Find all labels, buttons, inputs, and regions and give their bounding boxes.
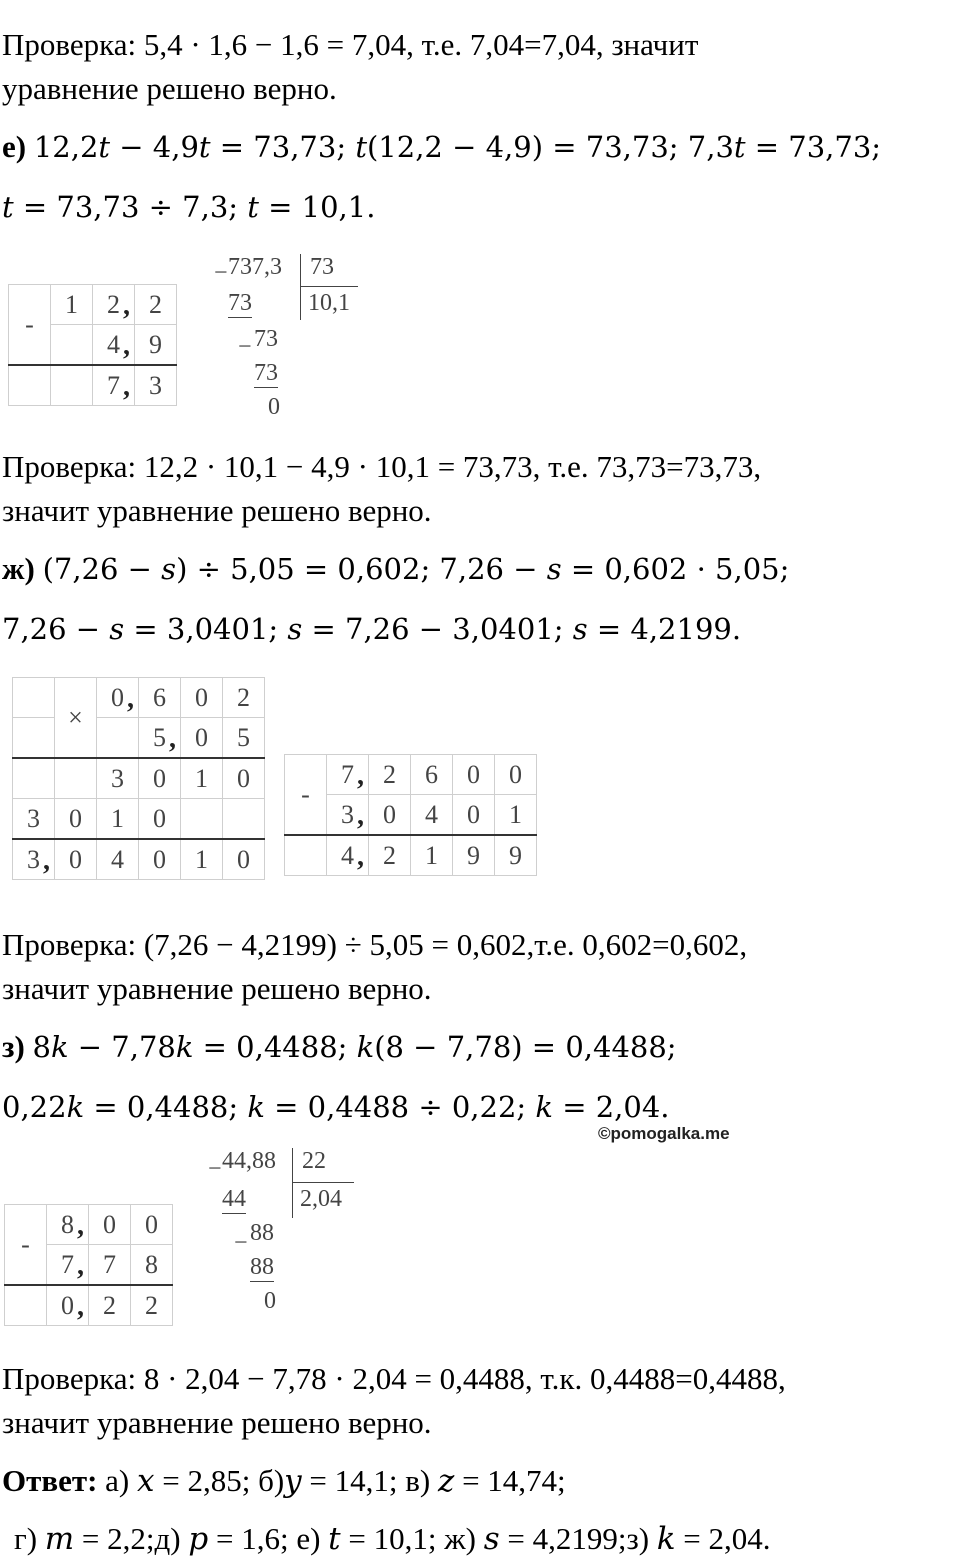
subtrahend: 88 xyxy=(250,1254,274,1280)
grid-cell: 2 xyxy=(131,1285,173,1326)
grid-cell: 0 xyxy=(223,839,265,880)
watermark: ©pomogalka.me xyxy=(598,1124,730,1143)
subtrahend: 73 xyxy=(254,360,278,386)
check-line-zh-2: значит уравнение решено верно. xyxy=(2,971,432,1006)
grid-cell: 0 xyxy=(453,755,495,795)
equation-z-1 xyxy=(2,1028,677,1066)
grid-cell: 1 xyxy=(51,285,93,325)
grid-cell: 2 xyxy=(369,835,411,876)
equation-zh-1-text: (7,26 − 𝑠) ÷ 5,05 = 0,602; 7,26 − 𝑠 = 0,602 · 5,05; xyxy=(42,552,790,586)
equation-zh-1 xyxy=(2,550,789,588)
grid-cell: 0 xyxy=(223,758,265,799)
multiplication-grid-zh xyxy=(12,677,265,880)
grid-cell: 1 xyxy=(181,839,223,880)
equation-z-2: 0,22𝑘 = 0,4488; 𝑘 = 0,4488 ÷ 0,22; 𝑘 = 2,04. xyxy=(2,1090,670,1124)
grid-cell: 0 , xyxy=(47,1285,89,1326)
grid-cell: 3 , xyxy=(327,795,369,836)
grid-cell: 0 xyxy=(181,718,223,759)
check-line-z-2: значит уравнение решено верно. xyxy=(2,1405,432,1440)
grid-cell: 0 xyxy=(89,1205,131,1245)
grid-cell: 0 , xyxy=(97,678,139,718)
grid-cell: 2 , xyxy=(93,285,135,325)
grid-cell: 2 xyxy=(135,285,177,325)
divisor: 22 xyxy=(302,1148,326,1174)
grid-cell xyxy=(51,365,93,406)
quotient: 10,1 xyxy=(308,290,350,316)
equation-zh-2: 7,26 − 𝑠 = 3,0401; 𝑠 = 7,26 − 3,0401; 𝑠 = 4,2199. xyxy=(2,612,742,646)
sign-cell: - xyxy=(285,755,327,836)
check-line-d-2: уравнение решено верно. xyxy=(2,71,337,106)
grid-cell: 6 xyxy=(411,755,453,795)
grid-cell: 4 , xyxy=(327,835,369,876)
check-line-zh-1: Проверка: (7,26 − 4,2199) ÷ 5,05 = 0,602,т.е. 0,602=0,602, xyxy=(2,927,748,962)
long-division-e: − 737,3 73 10,1 73 − 73 73 0 xyxy=(212,254,372,424)
label-zh: ж) xyxy=(2,551,35,586)
grid-cell: 5 xyxy=(223,718,265,759)
label-e: е) xyxy=(2,129,27,164)
sign-cell: × xyxy=(55,678,97,759)
grid-cell: 8 , xyxy=(47,1205,89,1245)
check-line-d-1: Проверка: 5,4 · 1,6 − 1,6 = 7,04, т.е. 7,04=7,04, значит xyxy=(2,27,699,62)
subtrahend: 73 xyxy=(228,290,252,316)
subtraction-grid-z xyxy=(4,1204,173,1326)
grid-cell: 2 xyxy=(369,755,411,795)
sign-cell: - xyxy=(9,285,51,366)
subtraction-grid-e xyxy=(8,284,177,406)
grid-cell: 4 xyxy=(411,795,453,836)
grid-cell: 9 xyxy=(135,325,177,366)
subtraction-grid-zh xyxy=(284,754,537,876)
label-z: з) xyxy=(2,1029,25,1064)
grid-cell: 0 xyxy=(369,795,411,836)
grid-cell: 7 , xyxy=(93,365,135,406)
grid-cell: 0 xyxy=(55,799,97,840)
grid-cell: 0 xyxy=(453,795,495,836)
divisor: 73 xyxy=(310,254,334,280)
check-line-z-1: Проверка: 8 · 2,04 − 7,78 · 2,04 = 0,4488, т.к. 0,4488=0,4488, xyxy=(2,1361,786,1396)
grid-cell: 3 xyxy=(13,799,55,840)
grid-cell xyxy=(51,325,93,366)
dividend: 737,3 xyxy=(228,254,282,280)
final-remainder: 0 xyxy=(268,394,280,420)
equation-z-1-text: 8𝑘 − 7,78𝑘 = 0,4488; 𝑘(8 − 7,78) = 0,4488; xyxy=(32,1030,677,1064)
remainder: 73 xyxy=(254,326,278,352)
grid-cell: 0 xyxy=(139,799,181,840)
equation-e-1-text: 12,2𝑡 − 4,9𝑡 = 73,73; 𝑡(12,2 − 4,9) = 73,73; 7,3𝑡 = 73,73; xyxy=(33,130,882,164)
grid-cell: 6 xyxy=(139,678,181,718)
grid-cell: 2 xyxy=(223,678,265,718)
long-division-z: − 44,88 22 2,04 44 − 88 88 0 xyxy=(206,1148,366,1318)
grid-cell: 8 xyxy=(131,1245,173,1286)
answer-label: Ответ: xyxy=(2,1463,98,1498)
check-line-e-2: значит уравнение решено верно. xyxy=(2,493,432,528)
equation-e-1 xyxy=(2,128,881,166)
grid-cell: 3 xyxy=(97,758,139,799)
grid-cell: 1 xyxy=(495,795,537,836)
grid-cell: 5 , xyxy=(139,718,181,759)
grid-cell: 9 xyxy=(453,835,495,876)
sign-cell: - xyxy=(5,1205,47,1286)
grid-cell: 0 xyxy=(139,839,181,880)
grid-cell: 0 xyxy=(495,755,537,795)
quotient: 2,04 xyxy=(300,1186,342,1212)
answer-line-1-text: а) 𝑥 = 2,85; б)𝑦 = 14,1; в) 𝑧 = 14,74; xyxy=(97,1463,566,1498)
grid-cell: 1 xyxy=(97,799,139,840)
grid-cell: 7 , xyxy=(47,1245,89,1286)
grid-cell: 3 xyxy=(135,365,177,406)
grid-cell: 0 xyxy=(139,758,181,799)
final-remainder: 0 xyxy=(264,1288,276,1314)
grid-cell: 4 xyxy=(97,839,139,880)
grid-cell: 7 xyxy=(89,1245,131,1286)
grid-cell: 0 xyxy=(131,1205,173,1245)
check-line-e-1: Проверка: 12,2 · 10,1 − 4,9 · 10,1 = 73,73, т.е. 73,73=73,73, xyxy=(2,449,762,484)
answer-line-1 xyxy=(2,1462,566,1500)
grid-cell: 0 xyxy=(55,839,97,880)
equation-e-2: 𝑡 = 73,73 ÷ 7,3; 𝑡 = 10,1. xyxy=(2,190,376,224)
grid-cell: 1 xyxy=(411,835,453,876)
grid-cell: 9 xyxy=(495,835,537,876)
subtrahend: 44 xyxy=(222,1186,246,1212)
answer-line-2: г) 𝑚 = 2,2;д) 𝑝 = 1,6; е) 𝑡 = 10,1; ж) 𝑠 = 4,2199;з) 𝑘 = 2,04. xyxy=(14,1521,771,1556)
remainder: 88 xyxy=(250,1220,274,1246)
grid-cell: 0 xyxy=(181,678,223,718)
dividend: 44,88 xyxy=(222,1148,276,1174)
grid-cell: 7 , xyxy=(327,755,369,795)
grid-cell: 4 , xyxy=(93,325,135,366)
grid-cell: 2 xyxy=(89,1285,131,1326)
grid-cell: 1 xyxy=(181,758,223,799)
grid-cell: 3 , xyxy=(13,839,55,880)
